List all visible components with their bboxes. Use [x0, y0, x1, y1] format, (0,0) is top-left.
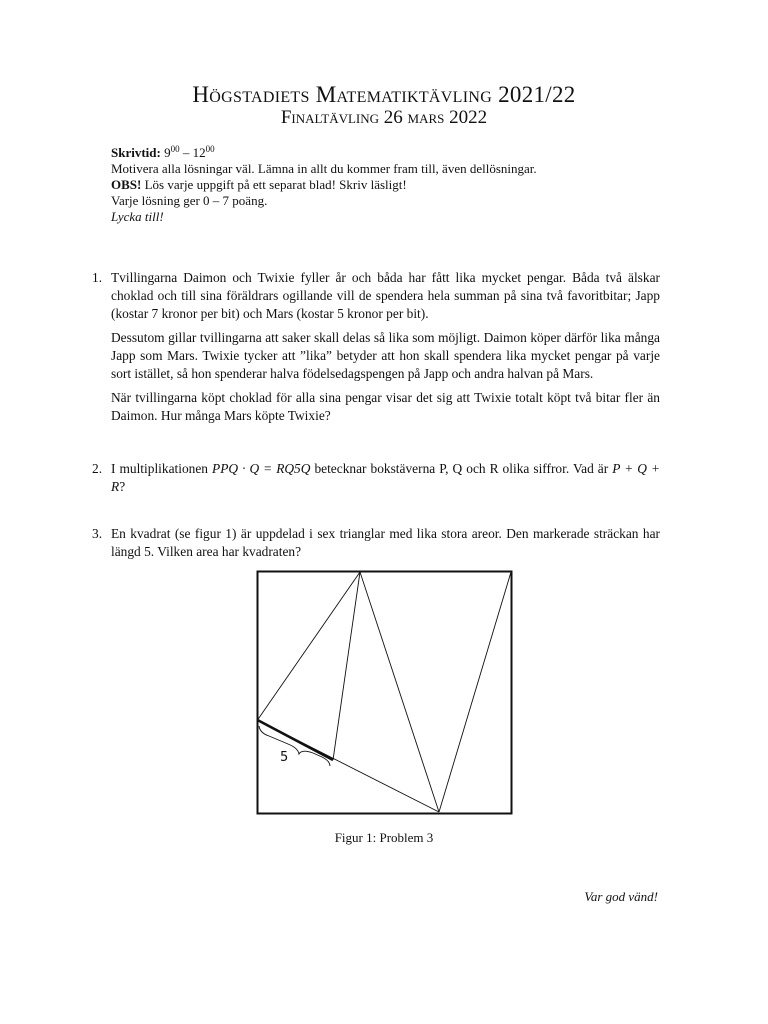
triangle-edge	[258, 572, 361, 720]
problem-number: 2.	[92, 461, 103, 476]
problem-2-text-a: I multiplikationen	[111, 461, 213, 476]
problem-3-text: En kvadrat (se figur 1) är uppdelad i sex trianglar med lika stora areor. Den markerade sträckan har längd 5. Vilken area har kvadraten?	[111, 526, 660, 559]
problem-1-paragraph-2: Dessutom gillar tvillingarna att saker skall delas så lika som möjligt. Daimon köper därför lika många Japp som Mars. Twixie tycker att ”lika” betyder att hon skall spendera lika mycket pengar på varje sort istället, så hon spenderar halva födelsedagspengen på Japp och andra halvan på Mars.	[111, 330, 660, 381]
triangle-edge	[439, 572, 511, 812]
problem-2-text-c: ?	[119, 479, 126, 494]
problem-3	[92, 525, 660, 567]
obs-label: OBS!	[111, 177, 142, 192]
page-subtitle: Finaltävling 26 mars 2022	[280, 107, 488, 128]
triangle-edge	[360, 572, 439, 812]
marked-segment	[258, 720, 334, 760]
figure-caption: Figur 1: Problem 3	[334, 830, 434, 845]
turn-over-note: Var god vänd!	[584, 889, 658, 904]
problem-2	[92, 460, 660, 502]
problem-1-paragraph-1: Tvillingarna Daimon och Twixie fyller år och båda har fått lika mycket pengar. Båda två älskar choklad och till sina föräldrars ogillande vill de spendera hela summan på sina två favoritbitar; Japp (kostar 7 kronor per bit) och Mars (kostar 5 kronor per bit).	[111, 270, 660, 321]
segment-brace	[259, 726, 330, 766]
time-start: $9^{00}$	[164, 144, 180, 160]
problem-2-text-b: betecknar bokstäverna P, Q och R olika siffror. Vad är	[310, 461, 613, 476]
good-luck: Lycka till!	[111, 209, 164, 224]
time-end: $12^{00}$	[192, 144, 215, 160]
problem-1-paragraph-3: När tvillingarna köpt choklad för alla sina pengar visar det sig att Twixie totalt köpt två bitar fler än Daimon. Hur många Mars köpte Twixie?	[111, 390, 660, 423]
problem-2-equation: PPQ · Q = RQ5Q	[212, 461, 311, 476]
instruction-obs	[111, 177, 671, 193]
page-title: Högstadiets Matematiktävling 2021/22	[192, 82, 576, 107]
instruction-points: Varje lösning ger 0 – 7 poäng.	[111, 193, 268, 208]
problem-number: 3.	[92, 526, 103, 541]
triangle-edge	[333, 572, 360, 760]
time-label: Skrivtid:	[111, 145, 161, 160]
problem-1	[92, 269, 660, 431]
problem-number: 1.	[92, 270, 103, 285]
time-separator: –	[179, 145, 193, 160]
instruction-motivate: Motivera alla lösningar väl. Lämna in allt du kommer fram till, även dellösningar.	[111, 161, 537, 176]
square-outline	[258, 572, 512, 814]
square-figure	[256, 570, 513, 815]
problem-2-sum: P + Q + R	[111, 461, 660, 494]
time-line	[111, 145, 671, 161]
obs-text: Lös varje uppgift på ett separat blad! Skriv läsligt!	[141, 177, 407, 192]
segment-length-label: 5	[280, 750, 289, 765]
instructions-block	[111, 145, 671, 225]
